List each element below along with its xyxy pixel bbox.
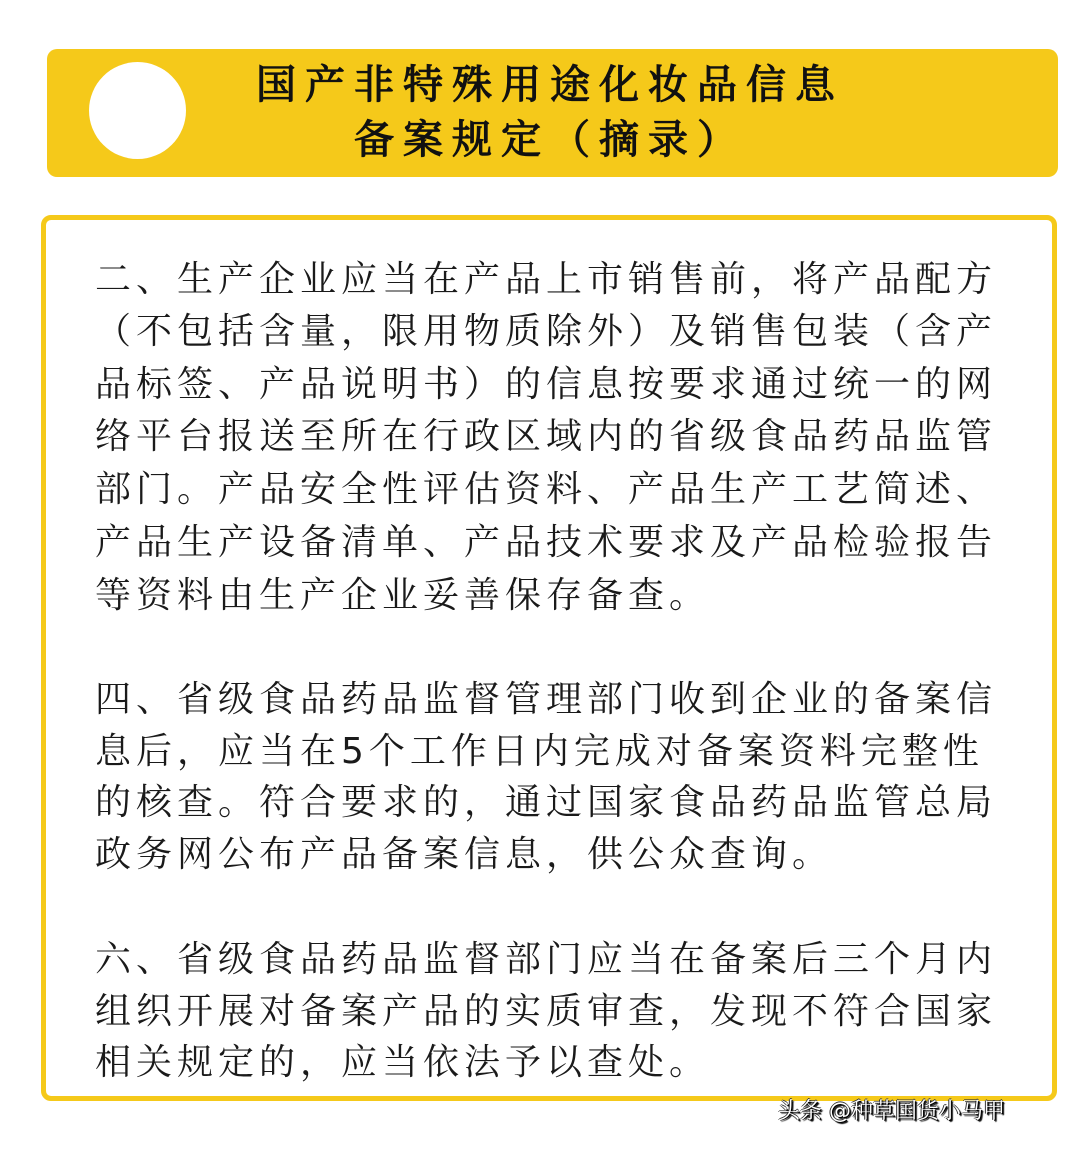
- paragraph-2-line: 的核查。符合要求的，通过国家食品药品监管总局: [95, 782, 998, 823]
- watermark: 头条 @种草国货小马甲: [778, 1099, 1005, 1124]
- paragraph-2-line: 四、省级食品药品监督管理部门收到企业的备案信: [95, 679, 998, 720]
- paragraph-2-line: 政务网公布产品备案信息，供公众查询。: [95, 834, 834, 875]
- title-line-2: 备案规定（摘录）: [354, 117, 746, 163]
- paragraph-1-line: 等资料由生产企业妥善保存备查。: [95, 575, 711, 616]
- paragraph-2-line: 息后，应当在5个工作日内完成对备案资料完整性: [95, 731, 984, 772]
- paragraph-1-line: （不包括含量，限用物质除外）及销售包装（含产: [95, 311, 998, 352]
- paragraph-1-line: 部门。产品安全性评估资料、产品生产工艺简述、: [95, 469, 998, 510]
- paragraph-3-line: 六、省级食品药品监督部门应当在备案后三个月内: [95, 939, 998, 980]
- paragraph-1-line: 品标签、产品说明书）的信息按要求通过统一的网: [95, 364, 998, 405]
- paragraph-1-line: 产品生产设备清单、产品技术要求及产品检验报告: [95, 522, 998, 563]
- paragraph-3-line: 相关规定的，应当依法予以查处。: [95, 1042, 711, 1083]
- paragraph-3-line: 组织开展对备案产品的实质审查，发现不符合国家: [95, 991, 998, 1032]
- paragraph-1-line: 二、生产企业应当在产品上市销售前，将产品配方: [95, 259, 998, 300]
- title-line-1: 国产非特殊用途化妆品信息: [256, 62, 844, 108]
- paragraph-1-line: 络平台报送至所在行政区域内的省级食品药品监管: [95, 416, 998, 457]
